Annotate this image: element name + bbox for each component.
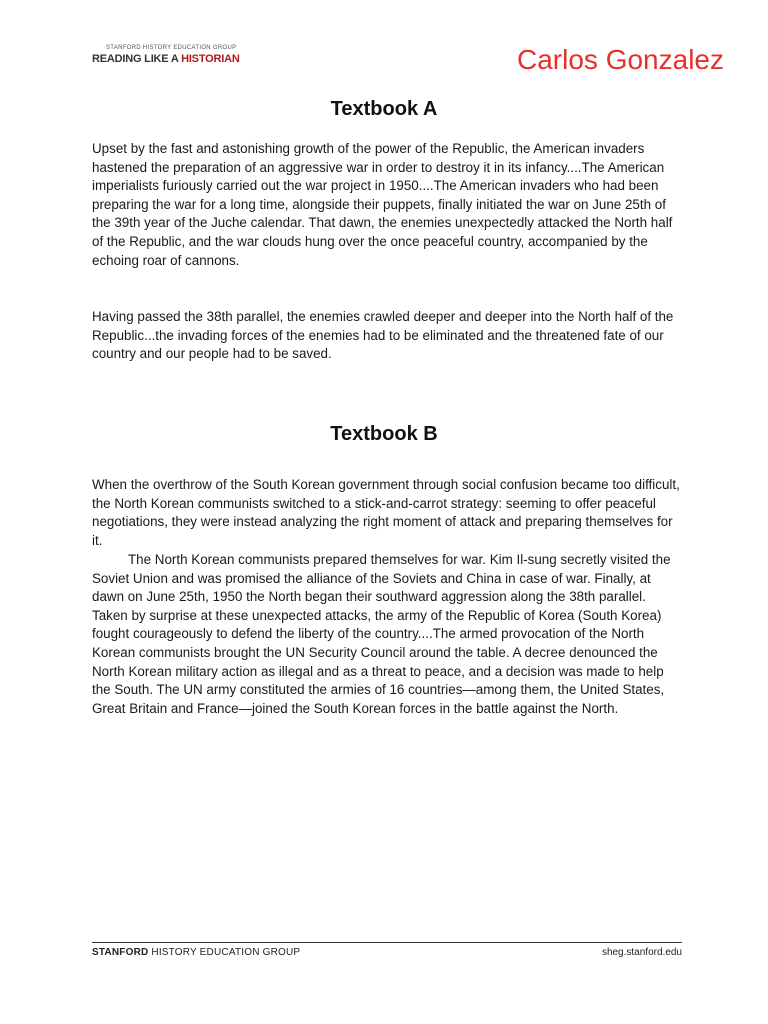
logo-title-part2: HIST xyxy=(181,53,206,65)
reading-like-a-historian-logo xyxy=(92,44,272,66)
logo-title-part3: O xyxy=(205,53,214,65)
footer-org-rest: HISTORY EDUCATION GROUP xyxy=(148,947,301,958)
logo-title xyxy=(92,52,272,66)
textbook-b-paragraph-1: When the overthrow of the South Korean government through social confusion became too difficult, the North Korean communists switched to a stick-and-carrot strategy: seeming to offer peaceful negotiations, they were instead analyzing the right moment of attack and preparing themselves for it. xyxy=(92,477,680,548)
textbook-b-paragraph-2: The North Korean communists prepared themselves for war. Kim Il-sung secretly visited the Soviet Union and was promised the alliance of the Soviets and China in case of war. Finally, at dawn on June 25th, 1950 the North began their southward aggression along the 38th parallel. Taken by surprise at these unexpected attacks, the army of the Republic of Korea (South Korea) fought courageously to defend the liberty of the country....The armed provocation of the North Korean communists brought the UN Security Council around the table. A decree denounced the North Korean military action as illegal and as a threat to peace, and a decision was made to help the South. The UN army constituted the armies of 16 countries—among them, the United States, Great Britain and France—joined the South Korean forces in the battle against the North. xyxy=(92,552,671,716)
student-name: Carlos Gonzalez xyxy=(517,44,724,75)
logo-title-part1: READING LIKE A xyxy=(92,53,182,65)
logo-title-part4: RIAN xyxy=(213,53,240,65)
textbook-a-paragraph-2: Having passed the 38th parallel, the enemies crawled deeper and deeper into the North half of the Republic...the invading forces of the enemies had to be eliminated and the threatened fate of our country and our people had to be saved. xyxy=(92,309,674,362)
textbook-a-paragraph-1: Upset by the fast and astonishing growth of the power of the Republic, the American invaders hastened the preparation of an aggressive war in order to destroy it in its infancy....The American imperialists furiously carried out the war project in 1950....The American invaders who had been preparing the war for a long time, alongside their puppets, finally initiated the war on June 25th of the 39th year of the Juche calendar. That dawn, the enemies unexpectedly attacked the North half of the Republic, and the war clouds hung over the once peaceful country, accompanied by the echoing roar of cannons. xyxy=(92,141,673,268)
footer-url[interactable]: sheg.stanford.edu xyxy=(601,947,682,958)
textbook-a-heading: Textbook A xyxy=(330,98,438,120)
footer-org-bold: STANFORD xyxy=(92,947,149,958)
textbook-b-heading: Textbook B xyxy=(330,423,438,445)
footer-org xyxy=(92,947,300,958)
logo-org-text: STANFORD HISTORY EDUCATION GROUP xyxy=(106,45,237,51)
footer-divider xyxy=(92,942,682,943)
